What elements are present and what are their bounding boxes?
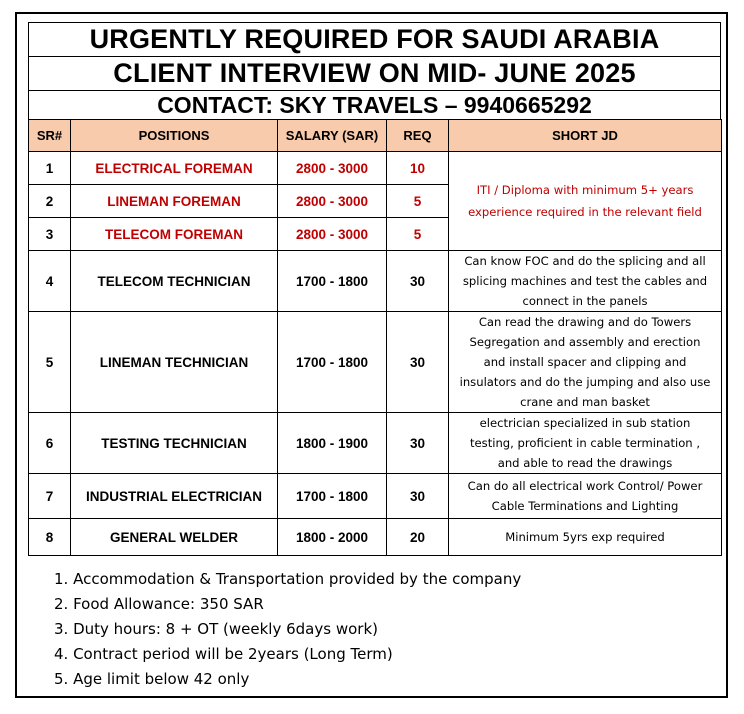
sr-cell: 4 [29,251,71,312]
position-cell: LINEMAN TECHNICIAN [71,312,278,413]
table-row [29,152,722,185]
position-cell: TESTING TECHNICIAN [71,413,278,474]
sr-cell: 6 [29,413,71,474]
sr-cell: 7 [29,474,71,519]
jd-cell-telecom-technician [449,251,722,312]
req-cell: 30 [387,251,449,312]
position-cell: INDUSTRIAL ELECTRICIAN [71,474,278,519]
jd-line: experience required in the relevant field [468,205,702,219]
req-cell: 10 [387,152,449,185]
benefit-item: 5. Age limit below 42 only [54,670,250,688]
req-cell: 20 [387,519,449,556]
jd-cell-lineman-technician [449,312,722,413]
salary-cell: 1700 - 1800 [278,312,387,413]
column-header-sr: SR# [29,120,71,152]
jd-cell-general-welder [449,519,722,556]
salary-cell: 2800 - 3000 [278,218,387,251]
jd-line: and install spacer and clipping and [483,355,687,369]
column-header-req: REQ [387,120,449,152]
positions-table [28,119,722,556]
jd-line: splicing machines and test the cables and [462,274,708,288]
sr-cell: 1 [29,152,71,185]
benefit-item: 1. Accommodation & Transportation provided by the company [54,570,522,588]
jd-line: Can do all electrical work Control/ Power [467,479,703,493]
req-cell: 30 [387,312,449,413]
sr-cell: 2 [29,185,71,218]
benefit-item: 2. Food Allowance: 350 SAR [54,595,264,613]
column-header-short-jd: SHORT JD [449,120,722,152]
table-header-row [29,120,722,152]
position-cell: TELECOM FOREMAN [71,218,278,251]
salary-cell: 1700 - 1800 [278,251,387,312]
sr-cell: 8 [29,519,71,556]
column-header-salary: SALARY (SAR) [278,120,387,152]
jd-cell-industrial-electrician [449,474,722,519]
jd-line: crane and man basket [520,395,650,409]
position-cell: GENERAL WELDER [71,519,278,556]
position-cell: ELECTRICAL FOREMAN [71,152,278,185]
jd-line: ITI / Diploma with minimum 5+ years [476,183,694,197]
salary-cell: 1700 - 1800 [278,474,387,519]
contact-line: CONTACT: SKY TRAVELS – 9940665292 [29,90,720,119]
salary-cell: 1800 - 1900 [278,413,387,474]
sr-cell: 5 [29,312,71,413]
jd-cell-foreman [449,152,722,251]
benefits-list [54,567,521,692]
salary-cell: 1800 - 2000 [278,519,387,556]
jd-line: Segregation and assembly and erection [469,335,701,349]
position-cell: LINEMAN FOREMAN [71,185,278,218]
jd-line: and able to read the drawings [497,456,673,470]
jd-line: connect in the panels [522,294,648,308]
salary-cell: 2800 - 3000 [278,185,387,218]
table-row [29,519,722,556]
jd-line: Minimum 5yrs exp required [505,530,665,544]
position-cell: TELECOM TECHNICIAN [71,251,278,312]
req-cell: 5 [387,185,449,218]
interview-notice: CLIENT INTERVIEW ON MID- JUNE 2025 [29,56,720,90]
jd-line: Cable Terminations and Lighting [491,499,679,513]
poster-header [28,22,721,120]
table-row [29,312,722,413]
req-cell: 30 [387,474,449,519]
table-row [29,251,722,312]
benefit-item: 4. Contract period will be 2years (Long Term) [54,645,393,663]
req-cell: 30 [387,413,449,474]
column-header-positions: POSITIONS [71,120,278,152]
salary-cell: 2800 - 3000 [278,152,387,185]
jd-line: Can know FOC and do the splicing and all [464,254,706,268]
jd-line: insulators and do the jumping and also use [459,375,711,389]
jd-cell-testing-technician [449,413,722,474]
table-row [29,474,722,519]
benefit-item: 3. Duty hours: 8 + OT (weekly 6days work) [54,620,378,638]
jd-line: Can read the drawing and do Towers [478,315,692,329]
req-cell: 5 [387,218,449,251]
sr-cell: 3 [29,218,71,251]
jd-line: testing, proficient in cable termination , [469,436,701,450]
jd-line: electrician specialized in sub station [479,416,691,430]
table-row [29,413,722,474]
poster-title: URGENTLY REQUIRED FOR SAUDI ARABIA [89,24,660,54]
